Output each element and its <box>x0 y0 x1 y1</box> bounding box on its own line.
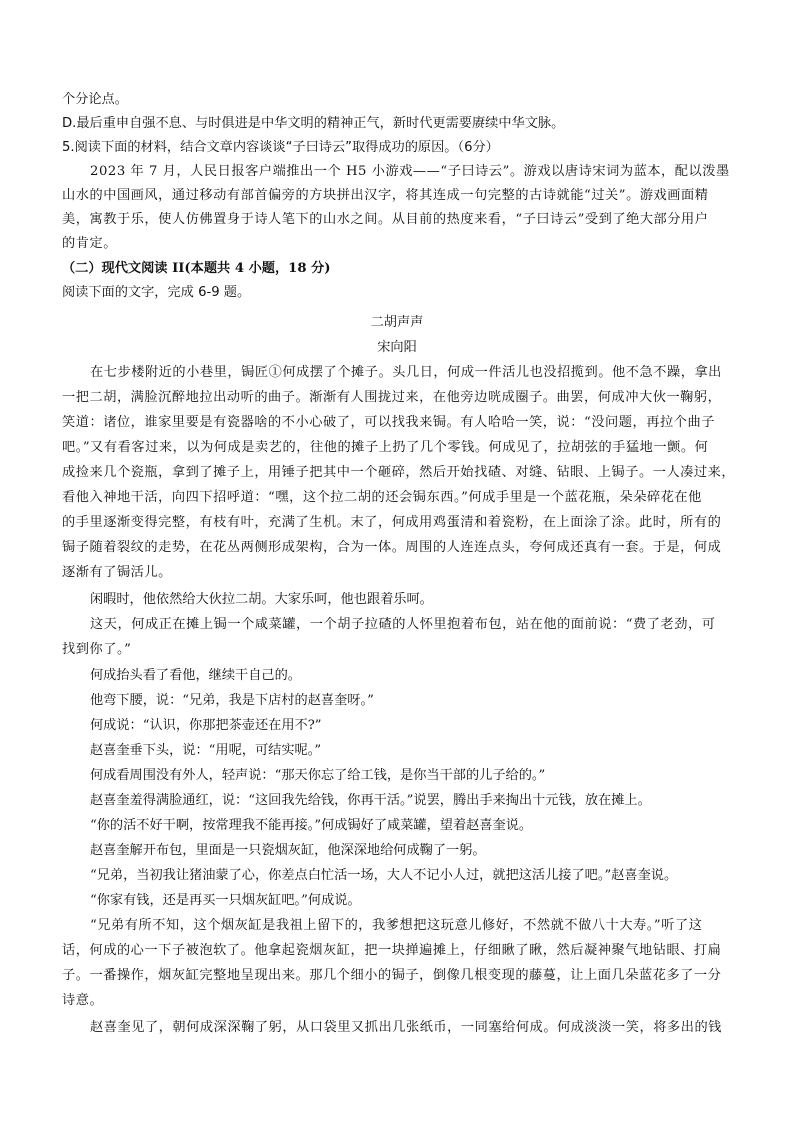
dialogue-line: 赵喜奎解开布包，里面是一只瓷烟灰缸，他深深地给何成鞠了一躬。 <box>90 843 486 858</box>
story-line: 在七步楼附近的小巷里，锔匠①何成摆了个摊子。头几日，何成一件活儿也没招揽到。他不急不躁，拿出 <box>90 365 722 380</box>
story-line: 锔子随着裂纹的走势，在花丛两侧形成架构，合为一体。周围的人连连点头，夸何成还真有一套。于是，何成 <box>62 540 722 555</box>
question-continuation: 个分论点。 <box>62 92 128 107</box>
dialogue-line: 他弯下腰，说：“兄弟，我是下店村的赵喜奎呀。” <box>90 693 374 708</box>
option-d: D.最后重申自强不息、与时俱进是中华文明的精神正气，新时代更需要赓续中华文脉。 <box>62 116 565 131</box>
section-instruction: 阅读下面的文字，完成 6-9 题。 <box>62 285 251 300</box>
material-line: 的肯定。 <box>62 236 117 251</box>
story-title: 二胡声声 <box>370 315 424 330</box>
story-author: 宋向阳 <box>377 340 417 355</box>
paragraph-line: 找到你了。” <box>62 642 132 657</box>
question-5: 5.阅读下面的材料，结合文章内容谈谈“子曰诗云”取得成功的原因。（6分） <box>62 140 499 155</box>
paragraph-line: 赵喜奎见了，朝何成深深鞠了躬，从口袋里又抓出几张纸币，一同塞给何成。何成淡淡一笑，将多出的钱 <box>90 1020 722 1035</box>
section-heading: （二）现代文阅读 II(本题共 4 小题，18 分) <box>62 261 331 276</box>
paragraph-line: “兄弟有所不知，这个烟灰缸是我祖上留下的，我爹想把这玩意儿修好，不然就不做八十大寿。”听了这 <box>90 918 703 933</box>
story-line: 成捡来几个瓷瓶，拿到了摊子上，用锤子把其中一个砸碎，然后开始找碴、对缝、钻眼、上锔子。一人凑过来， <box>62 465 736 480</box>
dialogue-line: 何成看周围没有外人，轻声说：“那天你忘了给工钱，是你当干部的儿子给的。” <box>90 768 546 783</box>
dialogue-line: “你的活不好干啊，按常理我不能再接。”何成锔好了咸菜罐，望着赵喜奎说。 <box>90 818 533 833</box>
paragraph-line: 这天，何成正在摊上锔一个咸菜罐，一个胡子拉碴的人怀里抱着布包，站在他的面前说：“费了老劲，可 <box>90 617 716 632</box>
dialogue-line: “你家有钱，还是再买一只烟灰缸吧。”何成说。 <box>90 893 361 908</box>
story-line: 看他入神地干活，向四下招呼道：“嘿，这个拉二胡的还会锔东西。”何成手里是一个蓝花瓶，朵朵碎花在他 <box>62 490 702 505</box>
dialogue-line: 何成说：“认识，你那把茶壶还在用不?” <box>90 718 322 733</box>
story-line: 逐渐有了锔活儿。 <box>62 565 172 580</box>
material-line: 山水的中国画风，通过移动有部首偏旁的方块拼出汉字，将其连成一句完整的古诗就能“过关”。游戏画面精 <box>62 188 709 203</box>
dialogue-line: 赵喜奎羞得满脸通红，说：“这回我先给钱，你再干活。”说罢，腾出手来掏出十元钱，放在摊上。 <box>90 793 651 808</box>
material-line: 美，寓教于乐，使人仿佛置身于诗人笔下的山水之间。从目前的热度来看，“子曰诗云”受到了绝大部分用户 <box>62 212 709 227</box>
dialogue-line: 何成抬头看了看他，继续干自己的。 <box>90 668 301 683</box>
material-line: 2023 年 7 月，人民日报客户端推出一个 H5 小游戏——“子曰诗云”。游戏以唐诗宋词为蓝本，配以泼墨 <box>90 164 730 179</box>
dialogue-line: “兄弟，当初我让猪油蒙了心，你差点白忙活一场，大人不记小人过，就把这活儿接了吧。”赵喜奎说。 <box>90 868 678 883</box>
story-line: 吧。”又有看客过来，以为何成是卖艺的，往他的摊子上扔了几个零钱。何成见了，拉胡弦的手猛地一颤。何 <box>62 440 709 455</box>
paragraph-line: 诗意。 <box>62 993 104 1008</box>
paragraph: 闲暇时，他依然给大伙拉二胡。大家乐呵，他也跟着乐呵。 <box>90 592 433 607</box>
story-line: 笑道：诸位，谁家里要是有瓷器啥的不小心破了，可以找我来锔。有人哈哈一笑，说：“没问题，再拉个曲子 <box>62 415 715 430</box>
dialogue-line: 赵喜奎垂下头，说：“用呢，可结实呢。” <box>90 743 322 758</box>
paragraph-line: 话，何成的心一下子被泡软了。他拿起瓷烟灰缸，把一块掸遍摊上，仔细瞅了瞅，然后凝神聚气地钻眼、打扁 <box>62 943 722 958</box>
story-line: 一把二胡，满脸沉醉地拉出动听的曲子。渐渐有人围拢过来，在他旁边咣成圈子。曲罢，何成冲大伙一鞠躬， <box>62 390 722 405</box>
story-line: 的手里逐渐变得完整，有枝有叶，充满了生机。末了，何成用鸡蛋清和着瓷粉，在上面涂了涂。此时，所有的 <box>62 515 722 530</box>
paragraph-line: 子。一番操作，烟灰缸完整地呈现出来。那几个细小的锔子，倒像几根变现的藤蔓，让上面几朵蓝花多了一分 <box>62 968 722 983</box>
